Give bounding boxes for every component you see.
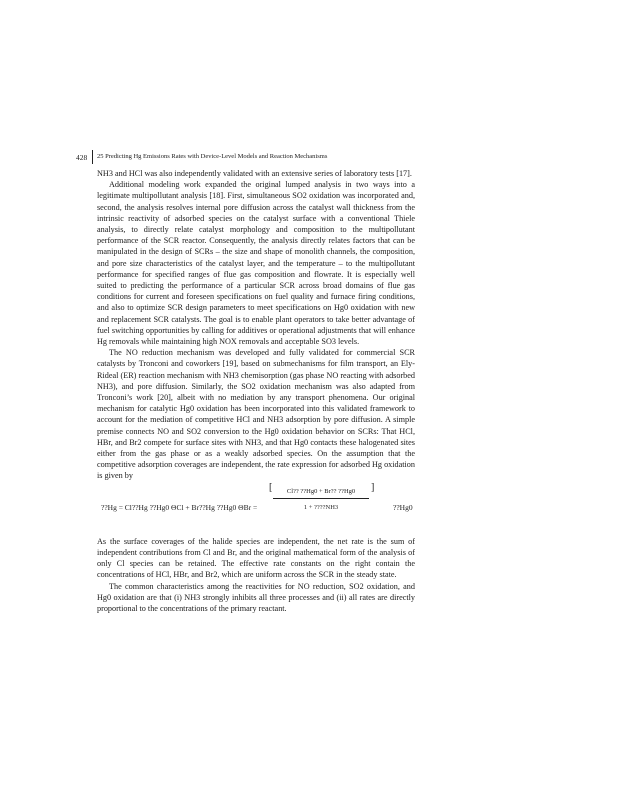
equation-right-bracket: ] — [371, 481, 375, 493]
rate-equation — [97, 481, 415, 532]
equation-fraction — [273, 486, 369, 513]
page-header — [0, 150, 618, 166]
running-head: 25 Predicting Hg Emissions Rates with Device-Level Models and Reaction Mechanisms — [97, 153, 328, 160]
paragraph-5: The common characteristics among the reactivities for NO reduction, SO2 oxidation, and Hg0 oxidation are that (i) NH3 strongly inhibits all three processes and (ii) all rates are directly proportional to the concentrations of the primary reactant. — [97, 581, 415, 613]
equation-numerator: Cl?? ??Hg0 + Br?? ??Hg0 — [273, 486, 369, 499]
paragraph-2: Additional modeling work expanded the original lumped analysis in two ways into a legitimate multipollutant analysis [18]. First, simultaneous SO2 oxidation was incorporated and, second, the analysis resolves internal pore diffusion across the catalyst wall thickness from the intrinsic reactivity of adsorbed species on the catalyst surface with a conventional Thiele analysis, to directly relate catalyst morphology and composition to the multipollutant performance of the SCR reactor. Consequently, the analysis directly relates factors that can be manipulated in the design of SCRs – the size and shape of monolith channels, the composition, and pore size characteristics of the catalyst layer, and the temperature – to the multipollutant performance for specified ranges of flue gas composition and flowrate. It is especially well suited to predicting the performance of a particular SCR across broad domains of flue gas conditions for current and foreseen specifications on fuel quality and furnace firing conditions, and also to optimize SCR design parameters to meet specifications on Hg0 oxidation with new and replacement SCR catalysts. The goal is to enable plant operators to take better advantage of fuel switching opportunities by calling for additives or operational adjustments that will enhance Hg removals while maintaining high NOX removals and acceptable SO3 levels. — [97, 180, 415, 347]
equation-rhs: ??Hg0 — [393, 502, 413, 512]
equation-left-bracket: [ — [269, 481, 273, 493]
body-text — [97, 168, 415, 614]
header-rule — [92, 150, 93, 164]
page-number: 428 — [76, 153, 88, 162]
paragraph-4: As the surface coverages of the halide species are independent, the net rate is the sum of independent contributions from Cl and Br, and the original mathematical form of the analysis of only Cl species can be retained. The effective rate constants on the right contain the concentrations of HCl, HBr, and Br2, which are uniform across the SCR in the steady state. — [97, 536, 415, 580]
paragraph-1: NH3 and HCl was also independently validated with an extensive series of laboratory tests [17]. — [97, 169, 412, 178]
equation-denominator: 1 + ????NH3 — [303, 503, 339, 511]
equation-lhs: ??Hg = Cl??Hg ??Hg0 ΘCl + Br??Hg ??Hg0 ΘBr = — [101, 502, 258, 512]
paragraph-3: The NO reduction mechanism was developed and fully validated for commercial SCR catalysts by Tronconi and coworkers [19], based on submechanisms for film transport, an Ely-Rideal (ER) reaction mechanism with NH3 chemisorption (gas phase NO reacting with adsorbed NH3), and pore diffusion. Similarly, the SO2 oxidation mechanism was also adapted from Tronconi’s work [20], albeit with no mediation by any transport phenomena. Our original mechanism for catalytic Hg0 oxidation has been incorporated into this validated framework to account for the mediation of competitive HCl and NH3 adsorption by pore diffusion. A simple premise connects NO and SO2 conversion to the Hg0 oxidation behavior on SCRs: That HCl, HBr, and Br2 compete for surface sites with NH3, and that Hg0 contacts these halogenated sites either from the gas phase or as a weakly adsorbed species. On the assumption that the competitive adsorption coverages are independent, the rate expression for adsorbed Hg oxidation is given by — [97, 348, 415, 481]
